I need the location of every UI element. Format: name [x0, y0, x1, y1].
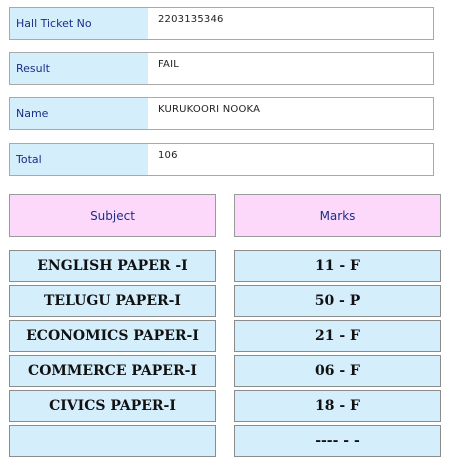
total-label: Total	[10, 144, 148, 175]
marks-cell: ---- - -	[234, 425, 441, 457]
result-row	[9, 52, 434, 85]
name-label: Name	[10, 98, 148, 129]
marks-cell: 06 - F	[234, 355, 441, 387]
subject-cell: COMMERCE PAPER-I	[9, 355, 216, 387]
subject-cell: CIVICS PAPER-I	[9, 390, 216, 422]
name-value: KURUKOORI NOOKA	[158, 104, 261, 115]
marks-cell: 11 - F	[234, 250, 441, 282]
marks-header: Marks	[234, 194, 441, 237]
subject-cell: TELUGU PAPER-I	[9, 285, 216, 317]
marks-cell: 18 - F	[234, 390, 441, 422]
subject-cell	[9, 425, 216, 457]
total-value: 106	[158, 150, 178, 161]
name-row	[9, 97, 434, 130]
subject-cell: ECONOMICS PAPER-I	[9, 320, 216, 352]
result-label: Result	[10, 53, 148, 84]
marks-cell: 21 - F	[234, 320, 441, 352]
hall-ticket-label: Hall Ticket No	[10, 8, 148, 39]
marks-cell: 50 - P	[234, 285, 441, 317]
result-value: FAIL	[158, 59, 179, 70]
hall-ticket-row	[9, 7, 434, 40]
subject-cell: ENGLISH PAPER -I	[9, 250, 216, 282]
total-row	[9, 143, 434, 176]
subject-header: Subject	[9, 194, 216, 237]
hall-ticket-value: 2203135346	[158, 14, 224, 25]
